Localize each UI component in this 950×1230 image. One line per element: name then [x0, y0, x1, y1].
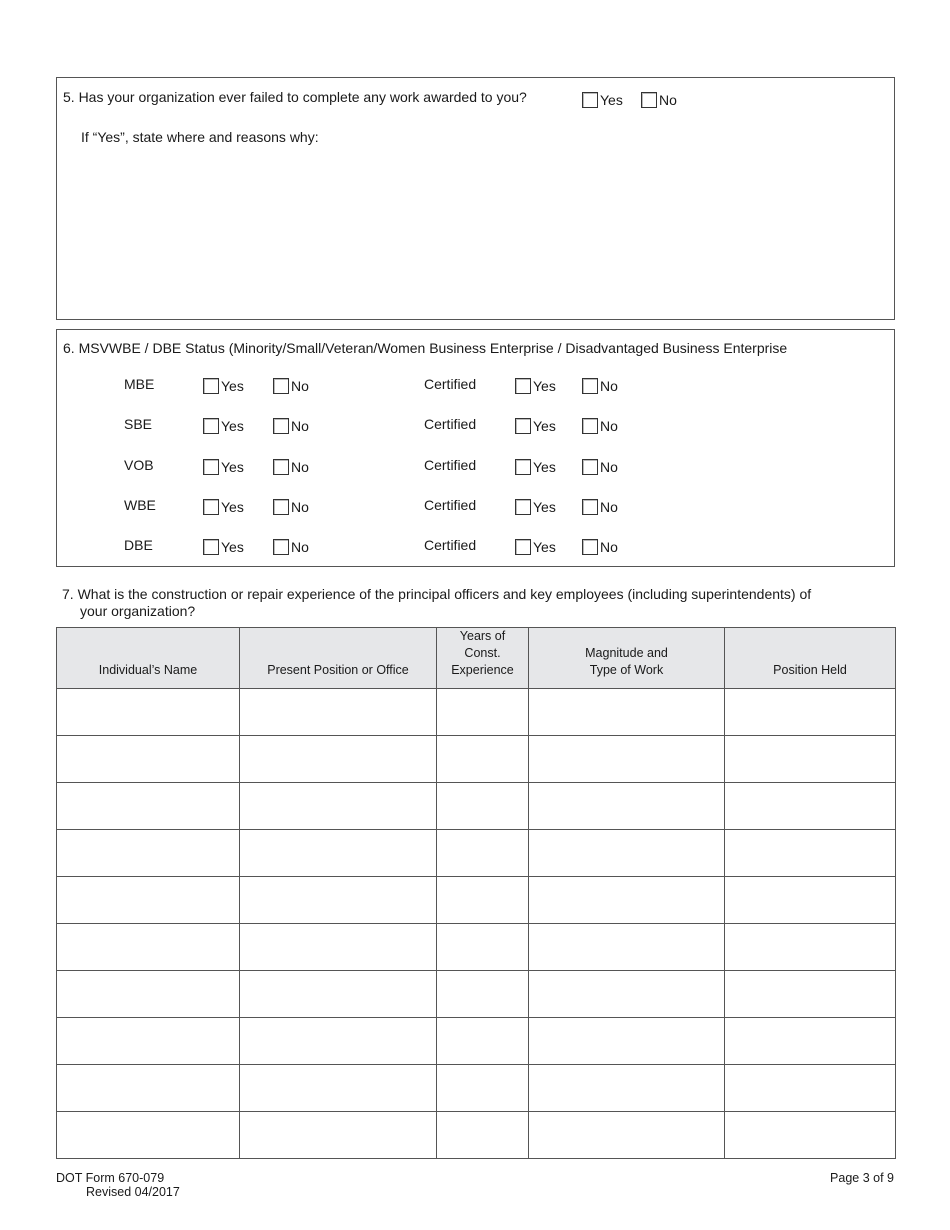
certified-no-option[interactable] — [582, 418, 618, 434]
status-no-option[interactable] — [273, 539, 309, 555]
certified-no-option[interactable] — [582, 378, 618, 394]
q5-no-option[interactable] — [641, 92, 677, 108]
status-label: MBE — [124, 376, 155, 392]
experience-table — [56, 627, 896, 1159]
status-yes-label: Yes — [221, 539, 244, 555]
years-cell[interactable] — [437, 1112, 529, 1159]
certified-no-label: No — [600, 499, 618, 515]
magnitude-cell[interactable] — [529, 971, 725, 1018]
certified-no-checkbox[interactable] — [582, 459, 598, 475]
status-no-checkbox[interactable] — [273, 539, 289, 555]
question-7-line2: your organization? — [80, 603, 196, 619]
certified-label: Certified — [424, 376, 477, 392]
magnitude-cell[interactable] — [529, 830, 725, 877]
name-cell[interactable] — [57, 1112, 240, 1159]
q5-explanation-area[interactable] — [63, 153, 888, 313]
certified-no-checkbox[interactable] — [582, 418, 598, 434]
years-cell[interactable] — [437, 877, 529, 924]
status-yes-option[interactable] — [203, 539, 244, 555]
experience-table-header — [57, 628, 896, 689]
certified-yes-label: Yes — [533, 459, 556, 475]
status-yes-option[interactable] — [203, 418, 244, 434]
certified-label: Certified — [424, 457, 477, 473]
status-label: VOB — [124, 457, 154, 473]
held-cell[interactable] — [725, 1065, 896, 1112]
status-yes-checkbox[interactable] — [203, 459, 219, 475]
years-cell[interactable] — [437, 924, 529, 971]
magnitude-cell[interactable] — [529, 783, 725, 830]
name-cell[interactable] — [57, 783, 240, 830]
held-cell[interactable] — [725, 783, 896, 830]
experience-table-body — [57, 689, 896, 1159]
certified-label: Certified — [424, 497, 477, 513]
header-magnitude-type: Magnitude and Type of Work — [529, 628, 725, 689]
magnitude-cell[interactable] — [529, 1065, 725, 1112]
q5-no-checkbox[interactable] — [641, 92, 657, 108]
certified-yes-option[interactable] — [515, 499, 556, 515]
status-yes-label: Yes — [221, 459, 244, 475]
status-no-checkbox[interactable] — [273, 378, 289, 394]
form-revision: Revised 04/2017 — [86, 1185, 180, 1199]
certified-no-option[interactable] — [582, 459, 618, 475]
status-no-checkbox[interactable] — [273, 418, 289, 434]
certified-yes-label: Yes — [533, 539, 556, 555]
certified-yes-checkbox[interactable] — [515, 418, 531, 434]
table-row — [57, 1112, 896, 1159]
q5-yes-option[interactable] — [582, 92, 623, 108]
question-7-line1: 7. What is the construction or repair experience of the principal officers and key employees (including superintendents) of — [62, 586, 812, 602]
table-row — [57, 736, 896, 783]
certified-no-checkbox[interactable] — [582, 539, 598, 555]
status-no-option[interactable] — [273, 459, 309, 475]
status-yes-option[interactable] — [203, 499, 244, 515]
status-label: DBE — [124, 537, 153, 553]
status-yes-checkbox[interactable] — [203, 499, 219, 515]
table-row — [57, 971, 896, 1018]
header-individual-name: Individual’s Name — [57, 628, 240, 689]
table-row — [57, 783, 896, 830]
certified-label: Certified — [424, 416, 477, 432]
table-row — [57, 924, 896, 971]
years-cell[interactable] — [437, 736, 529, 783]
certified-yes-checkbox[interactable] — [515, 539, 531, 555]
status-yes-label: Yes — [221, 418, 244, 434]
years-cell[interactable] — [437, 1065, 529, 1112]
table-row — [57, 689, 896, 736]
status-yes-label: Yes — [221, 499, 244, 515]
name-cell[interactable] — [57, 877, 240, 924]
certified-no-label: No — [600, 418, 618, 434]
years-cell[interactable] — [437, 783, 529, 830]
position-cell[interactable] — [240, 924, 437, 971]
position-cell[interactable] — [240, 877, 437, 924]
header-present-position: Present Position or Office — [240, 628, 437, 689]
certified-no-option[interactable] — [582, 539, 618, 555]
status-no-label: No — [291, 378, 309, 394]
held-cell[interactable] — [725, 689, 896, 736]
certified-no-label: No — [600, 539, 618, 555]
name-cell[interactable] — [57, 1018, 240, 1065]
years-cell[interactable] — [437, 1018, 529, 1065]
certified-yes-checkbox[interactable] — [515, 378, 531, 394]
magnitude-cell[interactable] — [529, 924, 725, 971]
q5-no-label: No — [659, 92, 677, 108]
question-6-section — [56, 329, 895, 567]
status-no-label: No — [291, 499, 309, 515]
status-yes-option[interactable] — [203, 459, 244, 475]
status-no-label: No — [291, 459, 309, 475]
name-cell[interactable] — [57, 689, 240, 736]
certified-no-option[interactable] — [582, 499, 618, 515]
magnitude-cell[interactable] — [529, 877, 725, 924]
certified-yes-option[interactable] — [515, 539, 556, 555]
magnitude-cell[interactable] — [529, 1112, 725, 1159]
years-cell[interactable] — [437, 689, 529, 736]
status-no-option[interactable] — [273, 499, 309, 515]
magnitude-cell[interactable] — [529, 1018, 725, 1065]
table-row — [57, 1018, 896, 1065]
position-cell[interactable] — [240, 1018, 437, 1065]
years-cell[interactable] — [437, 971, 529, 1018]
certified-no-checkbox[interactable] — [582, 378, 598, 394]
position-cell[interactable] — [240, 1065, 437, 1112]
status-no-label: No — [291, 418, 309, 434]
status-label: SBE — [124, 416, 153, 432]
held-cell[interactable] — [725, 924, 896, 971]
status-no-checkbox[interactable] — [273, 459, 289, 475]
status-no-option[interactable] — [273, 418, 309, 434]
name-cell[interactable] — [57, 1065, 240, 1112]
status-yes-checkbox[interactable] — [203, 378, 219, 394]
form-number: DOT Form 670-079 — [56, 1171, 165, 1185]
name-cell[interactable] — [57, 830, 240, 877]
name-cell[interactable] — [57, 736, 240, 783]
table-row — [57, 830, 896, 877]
certified-no-label: No — [600, 459, 618, 475]
status-yes-checkbox[interactable] — [203, 418, 219, 434]
certified-yes-option[interactable] — [515, 378, 556, 394]
question-6-title: 6. MSVWBE / DBE Status (Minority/Small/Veteran/Women Business Enterprise / Disadvantaged Business Enterprise — [63, 340, 788, 356]
question-5-text: 5. Has your organization ever failed to complete any work awarded to you? — [63, 89, 527, 105]
magnitude-cell[interactable] — [529, 736, 725, 783]
certified-yes-label: Yes — [533, 378, 556, 394]
magnitude-cell[interactable] — [529, 689, 725, 736]
certified-yes-checkbox[interactable] — [515, 499, 531, 515]
position-cell[interactable] — [240, 971, 437, 1018]
certified-yes-label: Yes — [533, 499, 556, 515]
certified-yes-label: Yes — [533, 418, 556, 434]
status-no-label: No — [291, 539, 309, 555]
name-cell[interactable] — [57, 924, 240, 971]
certified-label: Certified — [424, 537, 477, 553]
certified-no-checkbox[interactable] — [582, 499, 598, 515]
status-label: WBE — [124, 497, 156, 513]
held-cell[interactable] — [725, 1112, 896, 1159]
certified-yes-option[interactable] — [515, 459, 556, 475]
held-cell[interactable] — [725, 877, 896, 924]
position-cell[interactable] — [240, 830, 437, 877]
certified-yes-checkbox[interactable] — [515, 459, 531, 475]
held-cell[interactable] — [725, 736, 896, 783]
position-cell[interactable] — [240, 783, 437, 830]
position-cell[interactable] — [240, 1112, 437, 1159]
status-yes-checkbox[interactable] — [203, 539, 219, 555]
years-cell[interactable] — [437, 830, 529, 877]
certified-yes-option[interactable] — [515, 418, 556, 434]
status-yes-label: Yes — [221, 378, 244, 394]
page-number: Page 3 of 9 — [830, 1171, 894, 1185]
position-cell[interactable] — [240, 736, 437, 783]
held-cell[interactable] — [725, 971, 896, 1018]
status-yes-option[interactable] — [203, 378, 244, 394]
question-5-followup: If “Yes”, state where and reasons why: — [81, 129, 319, 145]
held-cell[interactable] — [725, 1018, 896, 1065]
table-row — [57, 1065, 896, 1112]
name-cell[interactable] — [57, 971, 240, 1018]
certified-no-label: No — [600, 378, 618, 394]
position-cell[interactable] — [240, 689, 437, 736]
table-row — [57, 877, 896, 924]
q5-yes-checkbox[interactable] — [582, 92, 598, 108]
header-years-experience: Years of Const. Experience — [437, 628, 529, 689]
status-no-checkbox[interactable] — [273, 499, 289, 515]
q5-yes-label: Yes — [600, 92, 623, 108]
status-no-option[interactable] — [273, 378, 309, 394]
held-cell[interactable] — [725, 830, 896, 877]
question-5-section — [56, 77, 895, 320]
header-position-held: Position Held — [725, 628, 896, 689]
